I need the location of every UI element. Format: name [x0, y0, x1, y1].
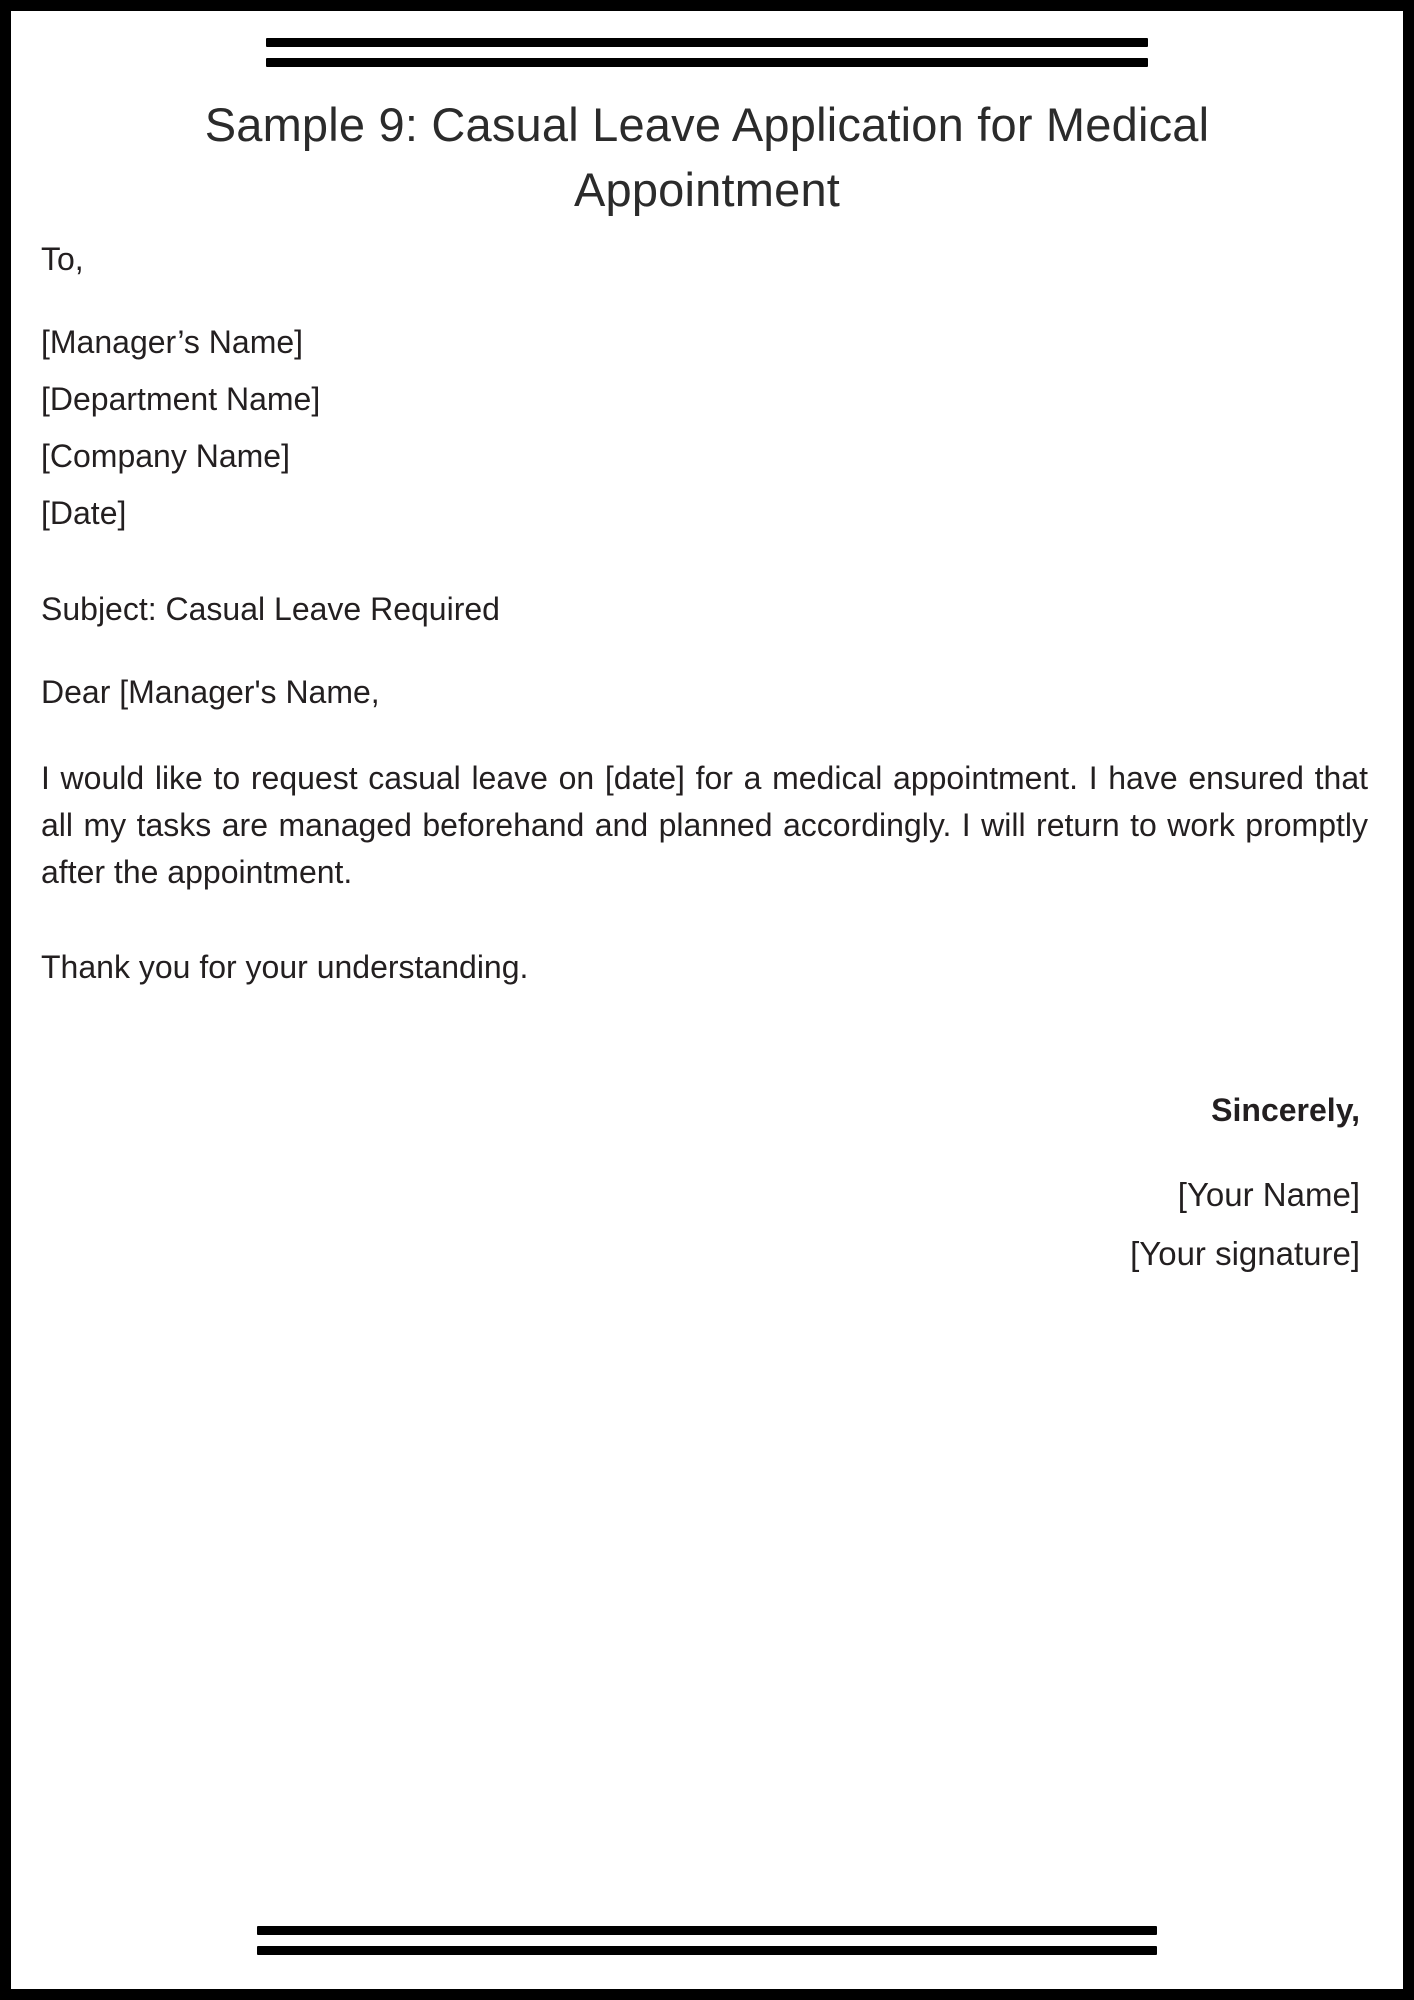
- recipient-label: To,: [41, 240, 84, 277]
- subject-line: Subject: Casual Leave Required: [41, 591, 500, 628]
- spacer: [41, 638, 1368, 664]
- bottom-divider: [257, 1926, 1157, 1955]
- spacer: [41, 721, 1368, 747]
- closing-name: [Your Name]: [1177, 1176, 1360, 1214]
- closing-signature: [Your signature]: [1130, 1235, 1360, 1273]
- recipient-line-date: [Date]: [41, 494, 127, 531]
- recipient-line-department: [Department Name]: [41, 380, 321, 417]
- document-inner: [11, 11, 1403, 1989]
- recipient-line-manager: [Manager’s Name]: [41, 323, 304, 360]
- spacer: [41, 541, 1368, 581]
- letter-body: [41, 231, 1373, 1284]
- body-paragraph-1: I would like to request casual leave on [date] for a medical appointment. I have ensured that all my tasks are managed beforehand and planned accordingly. I will return to work promptly after the appointment.: [41, 760, 1368, 890]
- body-paragraph-2: Thank you for your understanding.: [41, 948, 529, 985]
- closing-sincerely: Sincerely,: [1211, 1092, 1360, 1129]
- divider-line-bottom-1: [257, 1926, 1157, 1935]
- divider-line-bottom-2: [257, 1946, 1157, 1955]
- salutation: Dear [Manager's Name,: [41, 674, 380, 711]
- recipient-line-company: [Company Name]: [41, 437, 290, 474]
- spacer: [41, 288, 1368, 314]
- page-title: Sample 9: Casual Leave Application for Medical Appointment: [204, 98, 1210, 216]
- spacer-flex: [41, 1284, 1373, 1926]
- top-divider: [266, 38, 1148, 67]
- spacer: [41, 896, 1368, 936]
- closing-block: [41, 1085, 1368, 1284]
- divider-line-top-1: [266, 38, 1148, 47]
- divider-line-top-2: [266, 58, 1148, 67]
